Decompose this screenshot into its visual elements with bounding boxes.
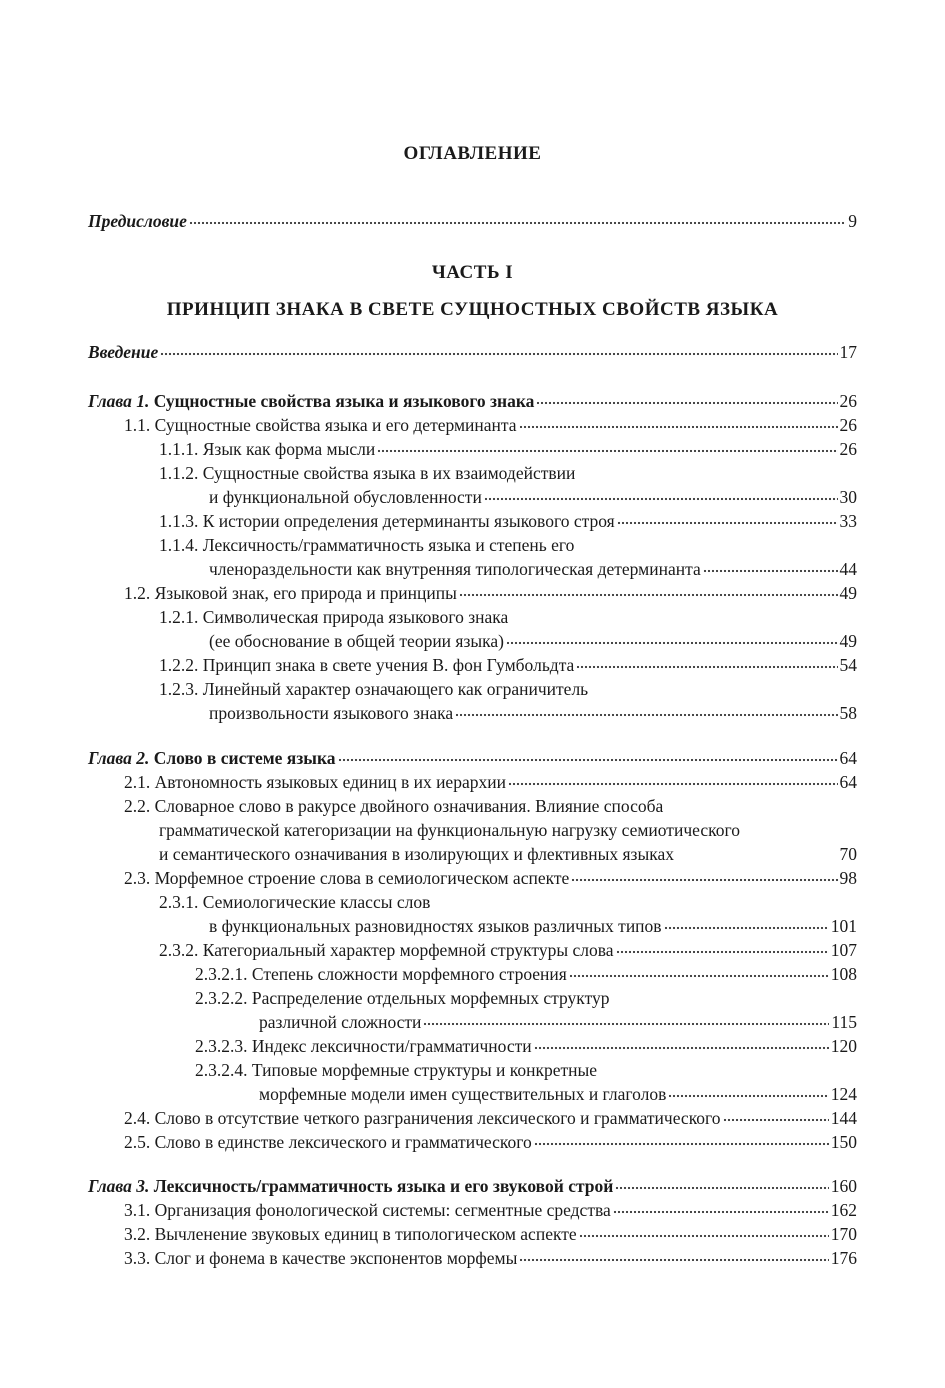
toc-entry-2-2[interactable] [88, 794, 857, 818]
page-number: 120 [830, 1036, 857, 1056]
dot-leader [160, 352, 837, 358]
dot-leader [519, 1258, 828, 1264]
dot-leader [576, 665, 837, 671]
section-number: 2.3.2.2. [195, 988, 248, 1008]
page-number: 30 [839, 487, 857, 507]
section-number: 1.2.3. [159, 679, 199, 699]
dot-leader [338, 758, 838, 764]
entry-title: Предисловие [88, 211, 187, 231]
section-number: 1.1.3. [159, 511, 199, 531]
dot-leader [534, 1046, 829, 1052]
page-number: 108 [830, 964, 857, 984]
toc-entry-preface[interactable] [88, 209, 857, 233]
section-number: 2.3.2.4. [195, 1060, 248, 1080]
toc-entry-2-3-2-4-cont[interactable] [88, 1082, 857, 1106]
toc-entry-1-1-4-cont[interactable] [88, 557, 857, 581]
entry-title-line-1: Распределение отдельных морфемных структур [251, 988, 610, 1008]
chapter-label: Глава 1. [88, 391, 150, 411]
section-number: 1.1.1. [159, 439, 199, 459]
entry-title: Слово в единстве лексического и грамматического [154, 1132, 532, 1152]
toc-entry-1-2[interactable] [88, 581, 857, 605]
section-number: 2.1. [124, 772, 151, 792]
toc-entry-2-2-cont-2[interactable] [88, 842, 857, 866]
toc-entry-intro[interactable] [88, 340, 857, 364]
dot-leader [189, 221, 846, 227]
toc-entry-1-1-2[interactable] [88, 461, 857, 485]
toc-entry-3-3[interactable] [88, 1246, 857, 1270]
part-title: ПРИНЦИП ЗНАКА В СВЕТЕ СУЩНОСТНЫХ СВОЙСТВ ЯЗЫКА [166, 299, 779, 320]
chapter-label: Глава 2. [88, 748, 150, 768]
dot-leader [579, 1234, 829, 1240]
page-number: 64 [839, 772, 857, 792]
page-number: 124 [830, 1084, 857, 1104]
section-number: 2.3.2.1. [195, 964, 248, 984]
entry-title: Язык как форма мысли [202, 439, 376, 459]
page-number: 98 [839, 868, 857, 888]
section-number: 3.2. [124, 1224, 151, 1244]
dot-leader [377, 449, 837, 455]
toc-entry-chapter-3[interactable] [88, 1174, 857, 1198]
page-number: 64 [839, 748, 857, 768]
entry-title-line-1: Словарное слово в ракурсе двойного означивания. Влияние способа [154, 796, 664, 816]
toc-entry-1-1-2-cont[interactable] [88, 485, 857, 509]
page-number: 54 [839, 655, 857, 675]
dot-leader [569, 974, 829, 980]
toc-entry-2-3-2[interactable] [88, 938, 857, 962]
dot-leader [617, 521, 838, 527]
toc-entry-2-3-2-3[interactable] [88, 1034, 857, 1058]
dot-leader [519, 425, 838, 431]
toc-entry-chapter-1[interactable] [88, 389, 857, 413]
dot-leader [536, 401, 837, 407]
entry-title: Слово в отсутствие четкого разграничения лексического и грамматического [154, 1108, 721, 1128]
page-number: 170 [830, 1224, 857, 1244]
dot-leader [506, 641, 838, 647]
entry-title: Лексичность/грамматичность языка и его звуковой строй [153, 1176, 614, 1196]
section-number: 1.2. [124, 583, 151, 603]
entry-title-line-2: членораздельности как внутренняя типологическая детерминанта [209, 559, 701, 579]
toc-entry-1-2-1-cont[interactable] [88, 629, 857, 653]
toc-entry-2-3-1-cont[interactable] [88, 914, 857, 938]
toc-entry-2-2-cont-1[interactable] [88, 818, 857, 842]
section-number: 2.3. [124, 868, 151, 888]
page-number: 49 [839, 583, 857, 603]
toc-entry-2-5[interactable] [88, 1130, 857, 1154]
toc-entry-2-3-2-1[interactable] [88, 962, 857, 986]
page-number: 33 [839, 511, 857, 531]
entry-title: К истории определения детерминанты языкового строя [202, 511, 615, 531]
toc-entry-2-3-1[interactable] [88, 890, 857, 914]
entry-title-line-2: произвольности языкового знака [209, 703, 454, 723]
entry-title: Сущностные свойства языка и его детерминанта [154, 415, 517, 435]
entry-title: Автономность языковых единиц в их иерархии [154, 772, 506, 792]
toc-entry-1-1-4[interactable] [88, 533, 857, 557]
section-number: 1.2.2. [159, 655, 199, 675]
section-number: 1.2.1. [159, 607, 199, 627]
entry-title: Слог и фонема в качестве экспонентов морфемы [154, 1248, 518, 1268]
entry-title: Морфемное строение слова в семиологическом аспекте [154, 868, 570, 888]
entry-title-line-1: Лексичность/грамматичность языка и степень его [202, 535, 575, 555]
entry-title: Вычленение звуковых единиц в типологическом аспекте [154, 1224, 577, 1244]
page-number: 150 [830, 1132, 857, 1152]
page-number: 44 [839, 559, 857, 579]
entry-title-line-2: и функциональной обусловленности [209, 487, 482, 507]
page-number: 26 [839, 391, 857, 411]
entry-title: Сущностные свойства языка и языкового знака [153, 391, 535, 411]
entry-title: Слово в системе языка [153, 748, 336, 768]
page-number: 107 [830, 940, 857, 960]
toc-entry-2-3-2-4[interactable] [88, 1058, 857, 1082]
section-number: 2.2. [124, 796, 151, 816]
dot-leader [664, 926, 829, 932]
toc-entry-1-1-3[interactable] [88, 509, 857, 533]
page-number: 58 [839, 703, 857, 723]
dot-leader [534, 1142, 829, 1148]
part-number: ЧАСТЬ I [431, 262, 514, 283]
toc-entry-3-2[interactable] [88, 1222, 857, 1246]
entry-title-line-1: Символическая природа языкового знака [202, 607, 509, 627]
entry-title-line-1: Линейный характер означающего как ограничитель [202, 679, 589, 699]
toc-entry-1-2-3-cont[interactable] [88, 701, 857, 725]
page-number: 162 [830, 1200, 857, 1220]
entry-title-line-2: морфемные модели имен существительных и глаголов [259, 1084, 667, 1104]
entry-title-line-2: (ее обоснование в общей теории языка) [209, 631, 504, 651]
entry-title-line-1: Семиологические классы слов [202, 892, 431, 912]
toc-entry-1-2-1[interactable] [88, 605, 857, 629]
entry-title-line-3: и семантического означивания в изолирующих и флективных языках [159, 844, 674, 864]
entry-title-line-1: Типовые морфемные структуры и конкретные [251, 1060, 598, 1080]
toc-entry-1-1-1[interactable] [88, 437, 857, 461]
dot-leader [723, 1118, 829, 1124]
page-number: 49 [839, 631, 857, 651]
entry-title-line-2: грамматической категоризации на функциональную нагрузку семиотического [159, 820, 740, 840]
entry-title-line-1: Сущностные свойства языка в их взаимодействии [202, 463, 576, 483]
dot-leader [423, 1022, 829, 1028]
dot-leader [615, 1186, 828, 1192]
section-number: 2.3.2. [159, 940, 199, 960]
section-number: 3.1. [124, 1200, 151, 1220]
dot-leader [613, 1210, 829, 1216]
dot-leader [616, 950, 829, 956]
dot-leader [571, 878, 837, 884]
page-number: 17 [839, 342, 857, 362]
toc-entry-2-1[interactable] [88, 770, 857, 794]
toc-entry-3-1[interactable] [88, 1198, 857, 1222]
dot-leader [508, 782, 838, 788]
toc-entry-1-2-2[interactable] [88, 653, 857, 677]
page-number: 9 [848, 211, 857, 231]
page-number: 70 [839, 844, 857, 864]
entry-title: Категориальный характер морфемной структуры слова [202, 940, 614, 960]
entry-title: Степень сложности морфемного строения [251, 964, 567, 984]
section-number: 1.1.2. [159, 463, 199, 483]
section-number: 2.5. [124, 1132, 151, 1152]
page-number: 26 [839, 439, 857, 459]
entry-title: Введение [88, 342, 159, 362]
page-number: 160 [830, 1176, 857, 1196]
entry-title: Организация фонологической системы: сегментные средства [154, 1200, 611, 1220]
toc-entry-2-3-2-2[interactable] [88, 986, 857, 1010]
page-number: 101 [830, 916, 857, 936]
section-number: 1.1. [124, 415, 151, 435]
entry-title-line-2: в функциональных разновидностях языков различных типов [209, 916, 662, 936]
entry-title: Индекс лексичности/грамматичности [251, 1036, 532, 1056]
toc-entry-chapter-2[interactable] [88, 746, 857, 770]
dot-leader [455, 713, 837, 719]
dot-leader [668, 1094, 828, 1100]
dot-leader [703, 569, 838, 575]
dot-leader [459, 593, 838, 599]
section-number: 3.3. [124, 1248, 151, 1268]
toc-entry-1-1[interactable] [88, 413, 857, 437]
entry-title: Принцип знака в свете учения В. фон Гумбольдта [202, 655, 575, 675]
toc-entry-2-3-2-2-cont[interactable] [88, 1010, 857, 1034]
page-number: 115 [831, 1012, 857, 1032]
dot-leader [484, 497, 838, 503]
section-number: 2.3.1. [159, 892, 199, 912]
toc-entry-2-3[interactable] [88, 866, 857, 890]
toc-entry-2-4[interactable] [88, 1106, 857, 1130]
entry-title: Языковой знак, его природа и принципы [154, 583, 457, 603]
page-number: 144 [830, 1108, 857, 1128]
toc-entry-1-2-3[interactable] [88, 677, 857, 701]
entry-title-line-2: различной сложности [259, 1012, 422, 1032]
section-number: 2.4. [124, 1108, 151, 1128]
section-number: 1.1.4. [159, 535, 199, 555]
page-number: 176 [830, 1248, 857, 1268]
page-title: ОГЛАВЛЕНИЕ [403, 143, 542, 164]
section-number: 2.3.2.3. [195, 1036, 248, 1056]
page-number: 26 [839, 415, 857, 435]
chapter-label: Глава 3. [88, 1176, 150, 1196]
